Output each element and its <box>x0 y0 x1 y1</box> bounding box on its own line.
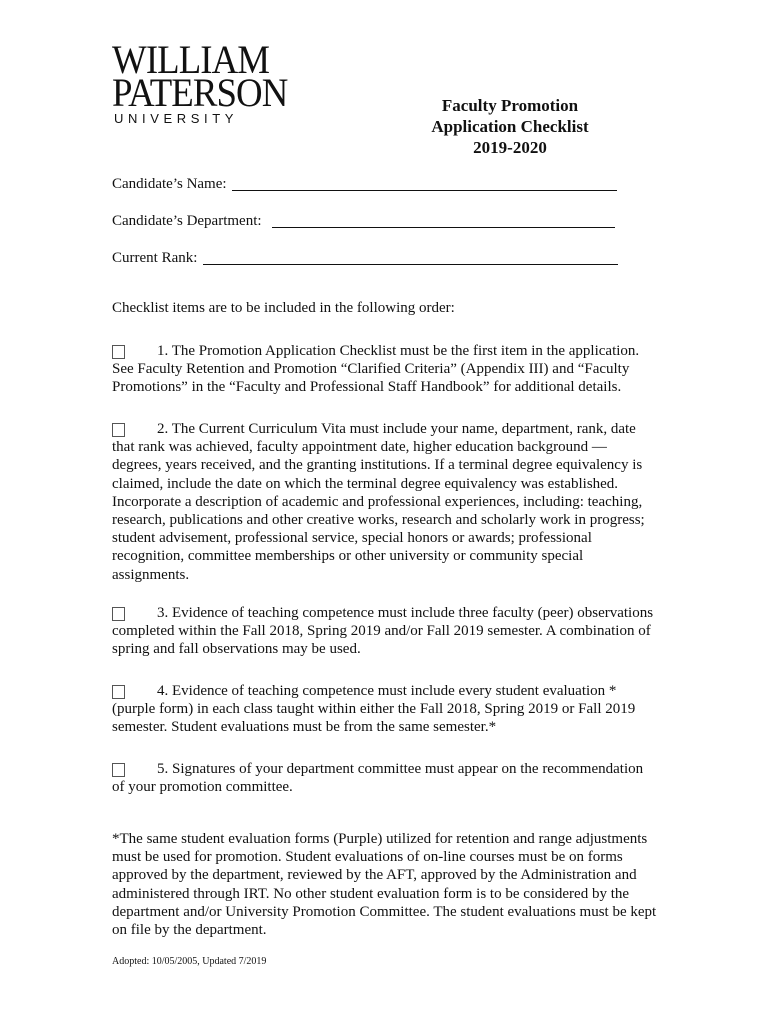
logo-line-1: WILLIAM <box>112 37 270 82</box>
current-rank-label: Current Rank: <box>112 250 198 266</box>
current-rank-line[interactable] <box>203 264 618 265</box>
document-title <box>395 95 625 158</box>
checklist-item-text: 3. Evidence of teaching competence must include three faculty (peer) observations completed within the Fall 2018, Spring 2019 and/or Fall 2019 semester. A combination of spring and fall observations may be used. <box>112 605 654 658</box>
candidate-name-field[interactable] <box>112 174 617 194</box>
checklist-item-text: 4. Evidence of teaching competence must include every student evaluation *(purple form) in each class taught within either the Fall 2018, Spring 2019 or Fall 2019 semester. Student evaluations must be from the same semester.* <box>112 683 636 736</box>
checklist-item-text: 2. The Current Curriculum Vita must include your name, department, rank, date that rank was achieved, faculty appointment date, higher education background — degrees, years received, and the granting institutions. If a terminal degree equivalency is claimed, include the date on which the terminal degree equivalency was established. Incorporate a description of academic and professional experiences, including: teaching, research, publications and other creative works, research and scholarly work in progress; student advisement, professional service, special honors or awards; professional recognition, committee memberships or other university or community special assignments. <box>112 421 645 583</box>
candidate-department-field[interactable] <box>112 211 615 231</box>
title-line-2: Application Checklist <box>431 117 589 136</box>
student-evaluation-note <box>112 830 657 939</box>
candidate-department-label: Candidate’s Department: <box>112 213 262 229</box>
title-line-3: 2019-2020 <box>473 138 547 157</box>
candidate-name-label: Candidate’s Name: <box>112 176 227 192</box>
checklist-item-text: 1. The Promotion Application Checklist must be the first item in the application. See Faculty Retention and Promotion “Clarified Criteria” (Appendix III) and “Faculty Promotions” in the “Faculty and Professional Staff Handbook” for additional details. <box>112 343 640 396</box>
adoption-footer: Adopted: 10/05/2005, Updated 7/2019 <box>112 956 267 967</box>
candidate-department-line[interactable] <box>272 227 615 228</box>
candidate-name-line[interactable] <box>232 190 617 191</box>
university-logo <box>112 37 288 126</box>
checklist-intro: Checklist items are to be included in the following order: <box>112 300 455 316</box>
logo-line-2: PATERSON <box>112 70 288 115</box>
checklist-item <box>112 760 657 796</box>
title-line-1: Faculty Promotion <box>441 96 579 115</box>
checklist-item-text: 5. Signatures of your department committee must appear on the recommendation of your promotion committee. <box>112 761 644 796</box>
current-rank-field[interactable] <box>112 248 618 268</box>
note-text: *The same student evaluation forms (Purple) utilized for retention and range adjustments must be used for promotion. Student evaluations of on-line courses must be on forms approved by the department, reviewed by the AFT, approved by the Administration and administered through IRT. No other student evaluation form is to be considered by the department and/or University Promotion Committee. The student evaluations must be kept on file by the department. <box>112 831 657 939</box>
logo-line-3: UNIVERSITY <box>114 111 239 126</box>
checklist-item <box>112 682 657 737</box>
checklist-item <box>112 420 657 584</box>
checklist-item <box>112 342 657 397</box>
checklist-item <box>112 604 657 659</box>
